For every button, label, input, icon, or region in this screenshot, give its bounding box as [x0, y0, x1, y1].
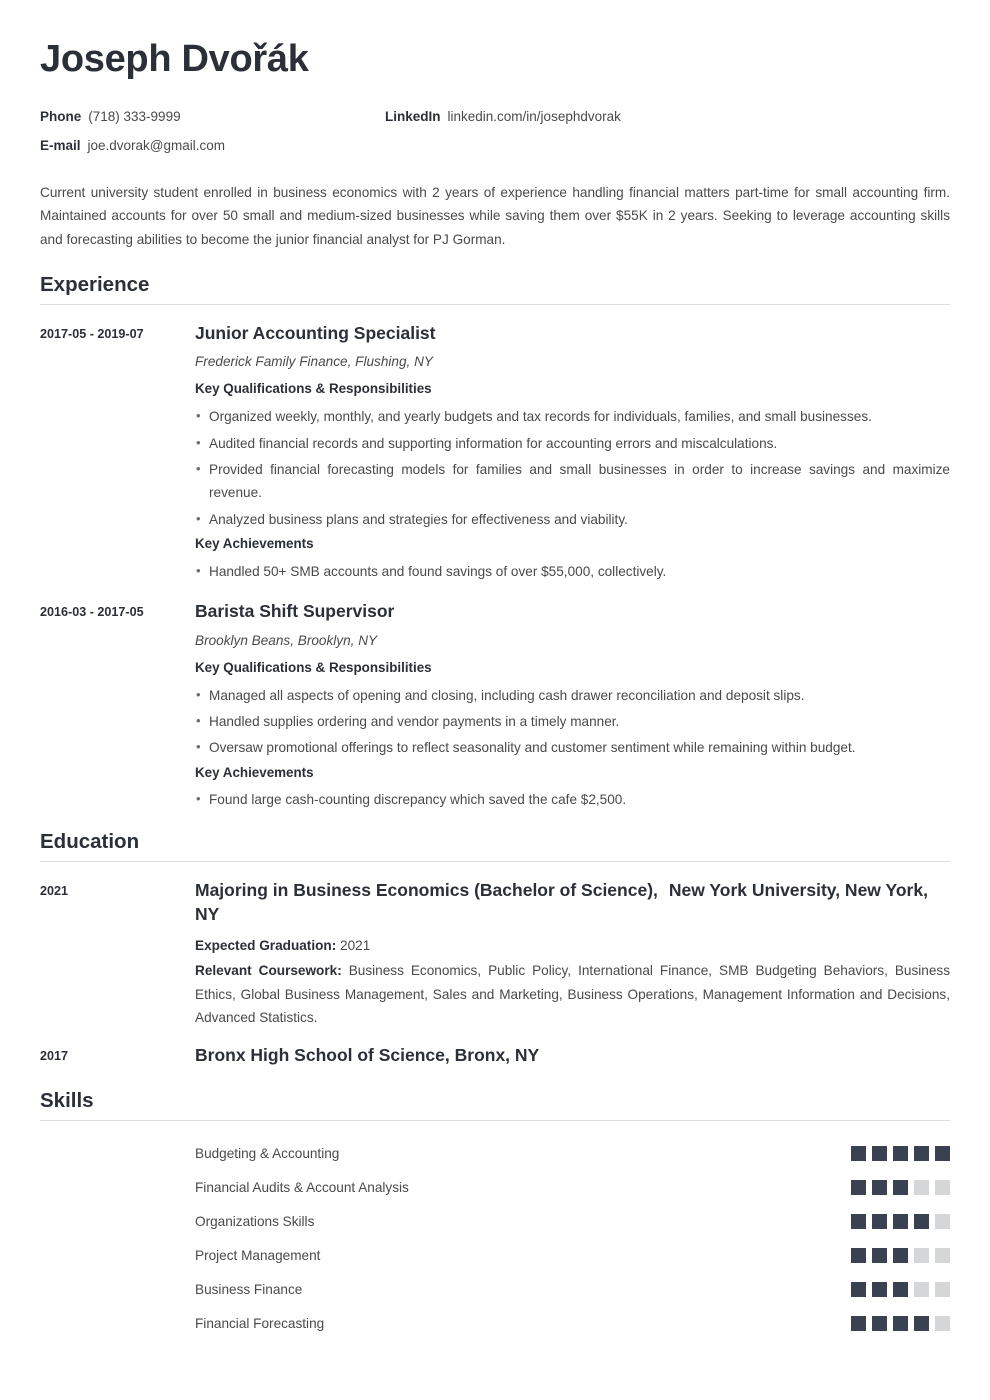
contact-info	[40, 108, 950, 155]
skill-row	[40, 1205, 950, 1239]
contact-linkedin[interactable]	[385, 108, 621, 126]
skill-name: Business Finance	[195, 1282, 303, 1298]
qualifications-list	[195, 684, 950, 760]
skills-section-title: Skills	[40, 1088, 94, 1112]
skill-square-empty	[914, 1180, 929, 1195]
contact-phone-value: (718) 333-9999	[88, 108, 181, 124]
experience-company: Brooklyn Beans, Brooklyn, NY	[195, 632, 378, 648]
skill-rating	[851, 1316, 950, 1331]
achievements-label: Key Achievements	[195, 764, 314, 780]
coursework-value: Business Economics, Public Policy, International Finance, SMB Budgeting Behaviors, Business Ethics, Global Business Management, Sales and Marketing, Business Operations, Management Information and Decisions, Advanced Statistics.	[195, 963, 951, 1025]
skill-square-filled	[914, 1146, 929, 1161]
section-divider	[40, 304, 950, 305]
skill-square-filled	[872, 1214, 887, 1229]
list-item: • Found large cash-counting discrepancy which saved the cafe $2,500.	[195, 788, 950, 811]
achievements-list	[195, 560, 950, 583]
experience-date: 2017-05 - 2019-07	[40, 326, 144, 341]
skill-square-filled	[851, 1248, 866, 1263]
education-body	[195, 1043, 950, 1075]
skill-square-empty	[935, 1248, 950, 1263]
education-section	[40, 830, 950, 1075]
professional-summary: Current university student enrolled in business economics with 2 years of experience handling financial matters part-time for small accounting firm. Maintained accounts for over 50 small and medium-sized businesses while saving them over $55K in 2 years. Seeking to leverage accounting skills and forecasting abilities to become the junior financial analyst for PJ Gorman.	[40, 184, 950, 247]
contact-phone	[40, 108, 385, 126]
skill-name: Financial Audits & Account Analysis	[195, 1180, 409, 1196]
education-degree-line	[195, 878, 950, 927]
resume-header	[40, 38, 950, 251]
experience-date: 2016-03 - 2017-05	[40, 605, 144, 620]
list-item: • Managed all aspects of opening and closing, including cash drawer reconciliation and deposit slips.	[195, 684, 950, 707]
candidate-name: Joseph Dvořák	[40, 38, 309, 80]
skill-row	[40, 1307, 950, 1341]
skill-rating	[851, 1248, 950, 1263]
skill-square-empty	[935, 1214, 950, 1229]
skill-square-filled	[872, 1180, 887, 1195]
list-item: • Analyzed business plans and strategies for effectiveness and viability.	[195, 508, 950, 531]
qualifications-label: Key Qualifications & Responsibilities	[195, 659, 432, 675]
experience-company: Frederick Family Finance, Flushing, NY	[195, 354, 433, 370]
contact-linkedin-value[interactable]: linkedin.com/in/josephdvorak	[447, 108, 621, 124]
skill-square-filled	[872, 1316, 887, 1331]
skill-square-filled	[914, 1316, 929, 1331]
skill-square-empty	[914, 1248, 929, 1263]
section-divider	[40, 1120, 950, 1121]
experience-body	[195, 599, 950, 816]
experience-body	[195, 321, 950, 587]
skill-row	[40, 1171, 950, 1205]
skill-row	[40, 1239, 950, 1273]
contact-row	[40, 108, 950, 126]
skill-rating	[851, 1214, 950, 1229]
list-item: • Audited financial records and supporting information for accounting errors and miscalculations.	[195, 432, 950, 455]
education-school: New York University, New York, NY	[195, 879, 928, 925]
experience-entry	[40, 321, 950, 587]
skill-square-filled	[851, 1146, 866, 1161]
list-item: • Handled 50+ SMB accounts and found savings of over $55,000, collectively.	[195, 560, 950, 583]
skill-name: Financial Forecasting	[195, 1316, 325, 1332]
contact-linkedin-label: LinkedIn	[385, 108, 441, 124]
skill-square-filled	[851, 1180, 866, 1195]
experience-job-title: Barista Shift Supervisor	[195, 601, 395, 622]
list-item: • Provided financial forecasting models for families and small businesses in order to increase savings and maximize revenue.	[195, 458, 950, 505]
contact-email[interactable]	[40, 137, 385, 155]
skill-square-filled	[851, 1316, 866, 1331]
education-coursework	[195, 959, 950, 1029]
education-date: 2017	[40, 1049, 69, 1064]
skill-square-filled	[893, 1180, 908, 1195]
skill-rating	[851, 1146, 950, 1161]
skill-square-filled	[914, 1214, 929, 1229]
education-entry	[40, 1043, 950, 1075]
skill-rating	[851, 1180, 950, 1195]
section-divider	[40, 861, 950, 862]
skills-list	[40, 1137, 950, 1341]
contact-email-value[interactable]: joe.dvorak@gmail.com	[87, 138, 226, 154]
skill-row	[40, 1137, 950, 1171]
contact-email-label: E-mail	[40, 138, 81, 154]
skill-row	[40, 1273, 950, 1307]
skill-square-empty	[935, 1282, 950, 1297]
education-date: 2021	[40, 883, 69, 898]
skill-square-filled	[893, 1316, 908, 1331]
skill-square-filled	[893, 1282, 908, 1297]
list-item: • Oversaw promotional offerings to reflect seasonality and customer sentiment while remaining within budget.	[195, 736, 950, 759]
education-degree: Majoring in Business Economics (Bachelor of Science),	[195, 879, 658, 900]
experience-entry	[40, 599, 950, 816]
contact-row	[40, 137, 950, 155]
experience-section	[40, 273, 950, 816]
education-graduation	[195, 934, 950, 957]
skill-name: Organizations Skills	[195, 1214, 315, 1230]
skill-name: Project Management	[195, 1248, 321, 1264]
achievements-list	[195, 788, 950, 811]
experience-job-title: Junior Accounting Specialist	[195, 322, 436, 343]
skill-square-filled	[935, 1146, 950, 1161]
skill-square-filled	[851, 1214, 866, 1229]
skill-square-filled	[872, 1146, 887, 1161]
graduation-label: Expected Graduation:	[195, 937, 337, 953]
skill-square-filled	[851, 1282, 866, 1297]
contact-phone-label: Phone	[40, 108, 82, 124]
graduation-value: 2021	[340, 937, 371, 953]
qualifications-label: Key Qualifications & Responsibilities	[195, 381, 432, 397]
skill-square-filled	[872, 1248, 887, 1263]
skill-square-filled	[893, 1248, 908, 1263]
skill-name: Budgeting & Accounting	[195, 1146, 340, 1162]
skill-rating	[851, 1282, 950, 1297]
skills-section	[40, 1089, 950, 1341]
coursework-label: Relevant Coursework:	[195, 963, 342, 979]
skill-square-empty	[914, 1282, 929, 1297]
education-entry	[40, 878, 950, 1032]
skill-square-empty	[935, 1180, 950, 1195]
experience-section-title: Experience	[40, 272, 150, 296]
list-item: • Organized weekly, monthly, and yearly budgets and tax records for individuals, families, and small businesses.	[195, 405, 950, 428]
skill-square-filled	[872, 1282, 887, 1297]
list-item: • Handled supplies ordering and vendor payments in a timely manner.	[195, 710, 950, 733]
education-body	[195, 878, 950, 1032]
education-school-name: Bronx High School of Science, Bronx, NY	[195, 1045, 540, 1066]
qualifications-list	[195, 405, 950, 531]
skill-square-empty	[935, 1316, 950, 1331]
skill-square-filled	[893, 1146, 908, 1161]
skill-square-filled	[893, 1214, 908, 1229]
achievements-label: Key Achievements	[195, 536, 314, 552]
education-section-title: Education	[40, 829, 140, 853]
